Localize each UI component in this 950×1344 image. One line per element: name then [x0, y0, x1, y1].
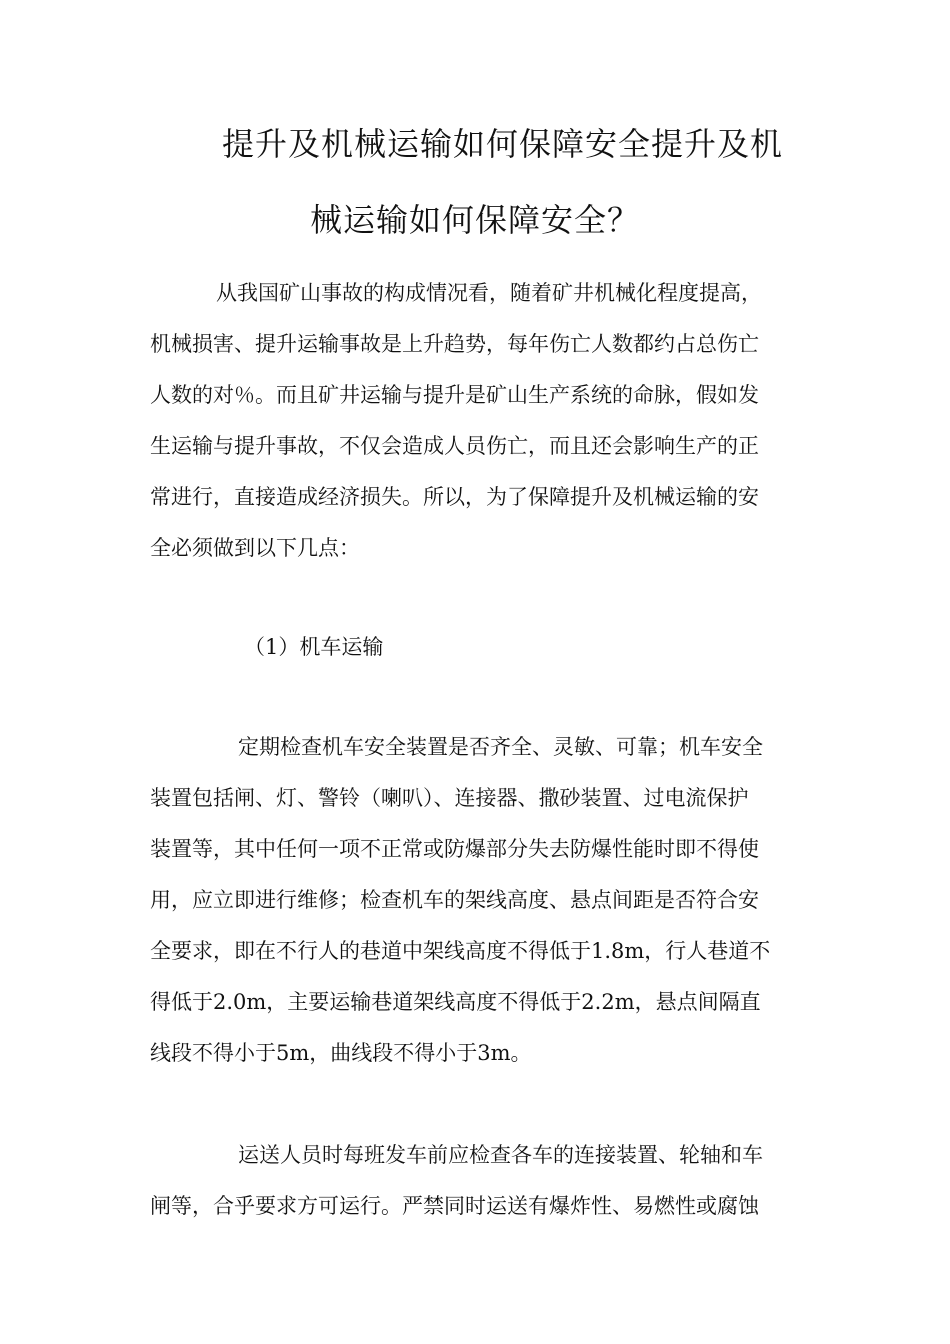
- paragraph-line: 全必须做到以下几点：: [150, 536, 360, 560]
- personnel-transport-paragraph: [150, 1130, 805, 1232]
- paragraph-line: 装置等，其中任何一项不正常或防爆部分失去防爆性能时即不得使: [150, 837, 759, 861]
- intro-paragraph: [150, 268, 805, 574]
- paragraph-line: 机械损害、提升运输事故是上升趋势，每年伤亡人数都约占总伤亡: [150, 332, 759, 356]
- document-title-line-1: 提升及机械运输如何保障安全提升及机: [222, 125, 784, 163]
- document-title-line-2: 械运输如何保障安全？: [310, 201, 641, 239]
- paragraph-line: 线段不得小于5m，曲线段不得小于3m。: [150, 1041, 532, 1065]
- paragraph-line: 生运输与提升事故，不仅会造成人员伤亡，而且还会影响生产的正: [150, 434, 759, 458]
- paragraph-line: 得低于2.0m，主要运输巷道架线高度不得低于2.2m，悬点间隔直: [150, 990, 761, 1014]
- paragraph-line: 从我国矿山事故的构成情况看，随着矿井机械化程度提高，: [216, 281, 762, 305]
- paragraph-line: 人数的对％。而且矿井运输与提升是矿山生产系统的命脉，假如发: [150, 383, 759, 407]
- section-heading: （1）机车运输: [244, 635, 384, 659]
- paragraph-line: 用，应立即进行维修；检查机车的架线高度、悬点间距是否符合安: [150, 888, 759, 912]
- paragraph-line: 闸等，合乎要求方可运行。严禁同时运送有爆炸性、易燃性或腐蚀: [150, 1194, 759, 1218]
- paragraph-line: 全要求，即在不行人的巷道中架线高度不得低于1.8m，行人巷道不: [150, 939, 771, 963]
- paragraph-line: 装置包括闸、灯、警铃（喇叭）、连接器、撒砂装置、过电流保护: [150, 786, 749, 810]
- paragraph-line: 定期检查机车安全装置是否齐全、灵敏、可靠；机车安全: [238, 735, 763, 759]
- paragraph-line: 常进行，直接造成经济损失。所以，为了保障提升及机械运输的安: [150, 485, 759, 509]
- locomotive-paragraph: [150, 722, 805, 1079]
- paragraph-line: 运送人员时每班发车前应检查各车的连接装置、轮轴和车: [238, 1143, 763, 1167]
